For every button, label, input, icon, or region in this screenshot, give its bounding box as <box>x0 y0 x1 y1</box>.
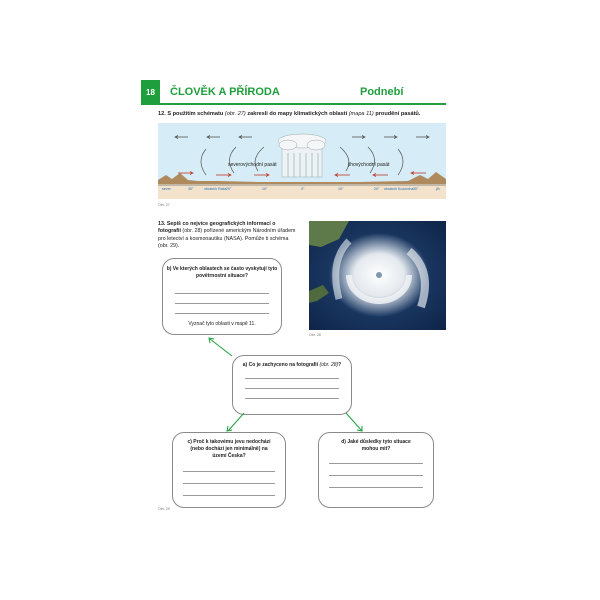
equatorial-clouds <box>278 134 326 177</box>
task-12-text-middle: zakresli do mapy klimatických oblastí <box>245 111 349 117</box>
answer-line[interactable] <box>329 463 423 464</box>
task-12-number: 12. <box>158 111 166 117</box>
axis-label: 0° <box>301 187 305 191</box>
figure-29-caption: Obr. 29 <box>158 507 170 511</box>
box-b-question: b) Ve kterých oblastech se často vyskytují tyto povětrnostní situace? <box>166 266 278 279</box>
label-se-trade: jihovýchodní pasát <box>348 162 390 168</box>
chapter-title: ČLOVĚK A PŘÍRODA <box>170 86 280 98</box>
answer-line[interactable] <box>329 487 423 488</box>
axis-label: jih <box>436 187 440 191</box>
box-a-ref: (obr. 28) <box>319 362 339 368</box>
axis-label: 30° <box>188 187 194 191</box>
task-12-text <box>158 111 420 117</box>
axis-label: 20° <box>226 187 232 191</box>
box-a-suffix: ? <box>338 362 342 368</box>
task-13-intro-rest: (obr. 28) pořízené americkým Národním úřadem pro letectví a kosmonautiku (NASA). Pomůže ti schéma (obr. 29). <box>158 228 296 249</box>
section-title: Podnebí <box>360 86 404 98</box>
box-a-question <box>233 362 351 369</box>
axis-label: 10° <box>262 187 268 191</box>
hurricane-eye <box>376 272 382 278</box>
axis-label: obratník Raka <box>204 187 227 191</box>
arrow-a-to-b <box>210 339 232 356</box>
trade-winds-diagram <box>158 123 446 199</box>
answer-line[interactable] <box>183 483 275 484</box>
box-a-label: a) Co je zachyceno na fotografii <box>242 362 319 368</box>
task-12-text-after: proudění pasátů. <box>373 111 421 117</box>
axis-label: obratník Kozoroha <box>384 187 414 191</box>
answer-line[interactable] <box>245 388 339 389</box>
arrowhead <box>357 426 362 431</box>
axis-labels <box>162 187 440 191</box>
task-12-ref: (obr. 27) <box>224 111 246 117</box>
answer-line[interactable] <box>175 313 269 314</box>
arrow-a-to-d <box>346 413 362 431</box>
page-number: 18 <box>141 80 160 104</box>
header-rule <box>141 103 446 105</box>
label-ne-trade: severovýchodní pasát <box>228 162 277 168</box>
figure-27-caption: Obr. 27 <box>158 203 170 207</box>
task-13-number: 13. <box>158 221 166 227</box>
arrowhead <box>227 426 232 431</box>
answer-box-a <box>232 355 352 415</box>
answer-line[interactable] <box>183 495 275 496</box>
answer-line[interactable] <box>245 378 339 379</box>
axis-label: 10° <box>338 187 344 191</box>
answer-box-d <box>318 432 434 508</box>
answer-box-b <box>162 258 282 335</box>
task-13-intro-bold: Sepiš co nejvíce geografických informací o fotografii <box>158 221 276 235</box>
answer-line[interactable] <box>183 471 275 472</box>
axis-label: 20° <box>374 187 380 191</box>
answer-line[interactable] <box>175 303 269 304</box>
box-b-note: Vyznač tyto oblasti v mapě 11. <box>188 321 256 327</box>
answer-box-c <box>172 432 286 508</box>
task-13-text <box>158 221 298 250</box>
answer-line[interactable] <box>175 293 269 294</box>
figure-28-caption: Obr. 28 <box>309 333 321 337</box>
axis-label: 30° <box>413 187 419 191</box>
answer-line[interactable] <box>245 398 339 399</box>
hurricane-photo <box>309 221 446 330</box>
box-d-question: d) Jaké důsledky tyto situace mohou mít? <box>341 439 411 452</box>
box-c-question: c) Proč k takovému jevu nedochází (nebo dochází jen minimálně) na území Česka? <box>187 439 271 459</box>
arrowhead <box>209 338 214 343</box>
arrow-a-to-c <box>228 413 244 431</box>
axis-label: sever <box>162 187 171 191</box>
task-12-text-before: S použitím schématu <box>167 111 225 117</box>
answer-line[interactable] <box>329 475 423 476</box>
task-12-ref2: (mapa 11) <box>348 111 374 117</box>
